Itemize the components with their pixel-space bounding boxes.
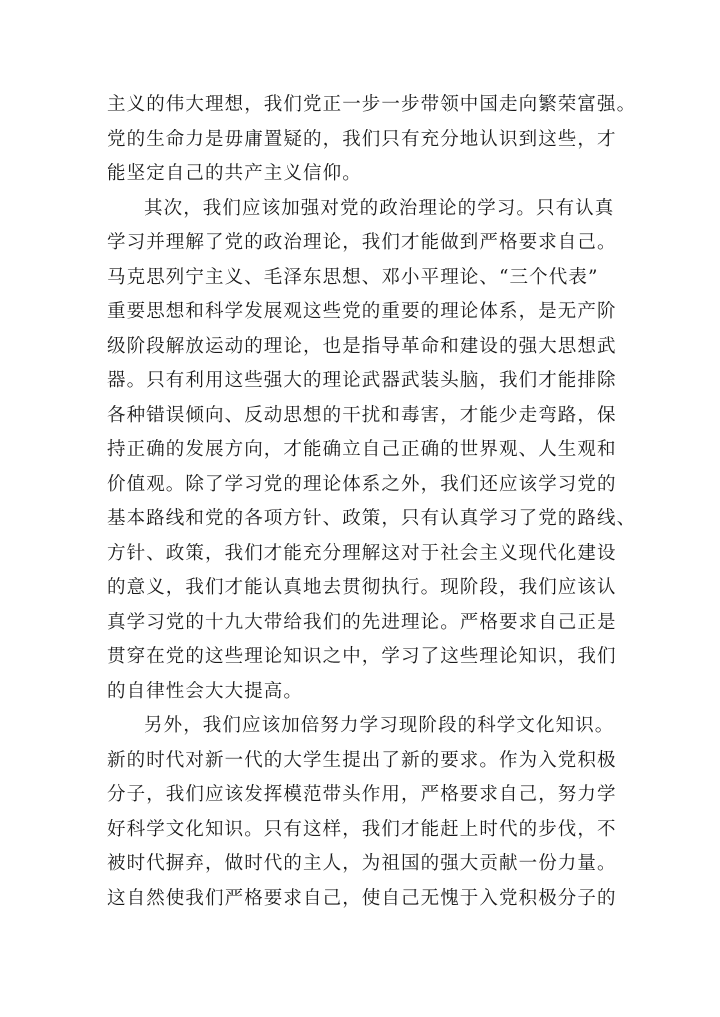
- text-line: 方针、政策，我们才能充分理解这对于社会主义现代化建设: [107, 542, 617, 564]
- text-line: 基本路线和党的各项方针、政策，只有认真学习了党的路线、: [107, 508, 637, 529]
- text-line: 各种错误倾向、反动思想的干扰和毒害，才能少走弯路，保: [107, 404, 617, 426]
- text-line: 贯穿在党的这些理论知识之中，学习了这些理论知识，我们: [107, 646, 617, 667]
- text-line: 真学习党的十九大带给我们的先进理论。严格要求自己正是: [107, 611, 617, 633]
- text-line: 分子，我们应该发挥模范带头作用，严格要求自己，努力学: [107, 784, 617, 805]
- paragraph-start-line: 另外，我们应该加倍努力学习现阶段的科学文化知识。: [144, 715, 615, 736]
- text-line: 学习并理解了党的政治理论，我们才能做到严格要求自己。: [107, 232, 617, 253]
- text-line: 重要思想和科学发展观这些党的重要的理论体系，是无产阶: [107, 301, 617, 322]
- text-line: 持正确的发展方向，才能确立自己正确的世界观、人生观和: [107, 439, 617, 460]
- text-line: 马克思列宁主义、毛泽东思想、邓小平理论、“三个代表”: [107, 266, 599, 288]
- text-line: 党的生命力是毋庸置疑的，我们只有充分地认识到这些，才: [107, 128, 617, 150]
- document-body: [107, 88, 667, 916]
- text-line: 的意义，我们才能认真地去贯彻执行。现阶段，我们应该认: [107, 577, 617, 598]
- text-line: 能坚定自己的共产主义信仰。: [107, 163, 362, 184]
- text-line: 价值观。除了学习党的理论体系之外，我们还应该学习党的: [107, 473, 617, 495]
- text-line: 器。只有利用这些强大的理论武器武装头脑，我们才能排除: [107, 370, 617, 391]
- text-line: 新的时代对新一代的大学生提出了新的要求。作为入党积极: [107, 749, 617, 771]
- text-line: 被时代摒弃，做时代的主人，为祖国的强大贡献一份力量。: [107, 853, 617, 874]
- text-line: 的自律性会大大提高。: [107, 680, 304, 702]
- paragraph-start-line: 其次，我们应该加强对党的政治理论的学习。只有认真: [144, 197, 615, 219]
- text-line: 这自然使我们严格要求自己，使自己无愧于入党积极分子的: [107, 887, 617, 909]
- text-line: 级阶段解放运动的理论，也是指导革命和建设的强大思想武: [107, 335, 617, 357]
- text-line: 好科学文化知识。只有这样，我们才能赶上时代的步伐，不: [107, 818, 617, 840]
- text-line: 主义的伟大理想，我们党正一步一步带领中国走向繁荣富强。: [107, 94, 637, 115]
